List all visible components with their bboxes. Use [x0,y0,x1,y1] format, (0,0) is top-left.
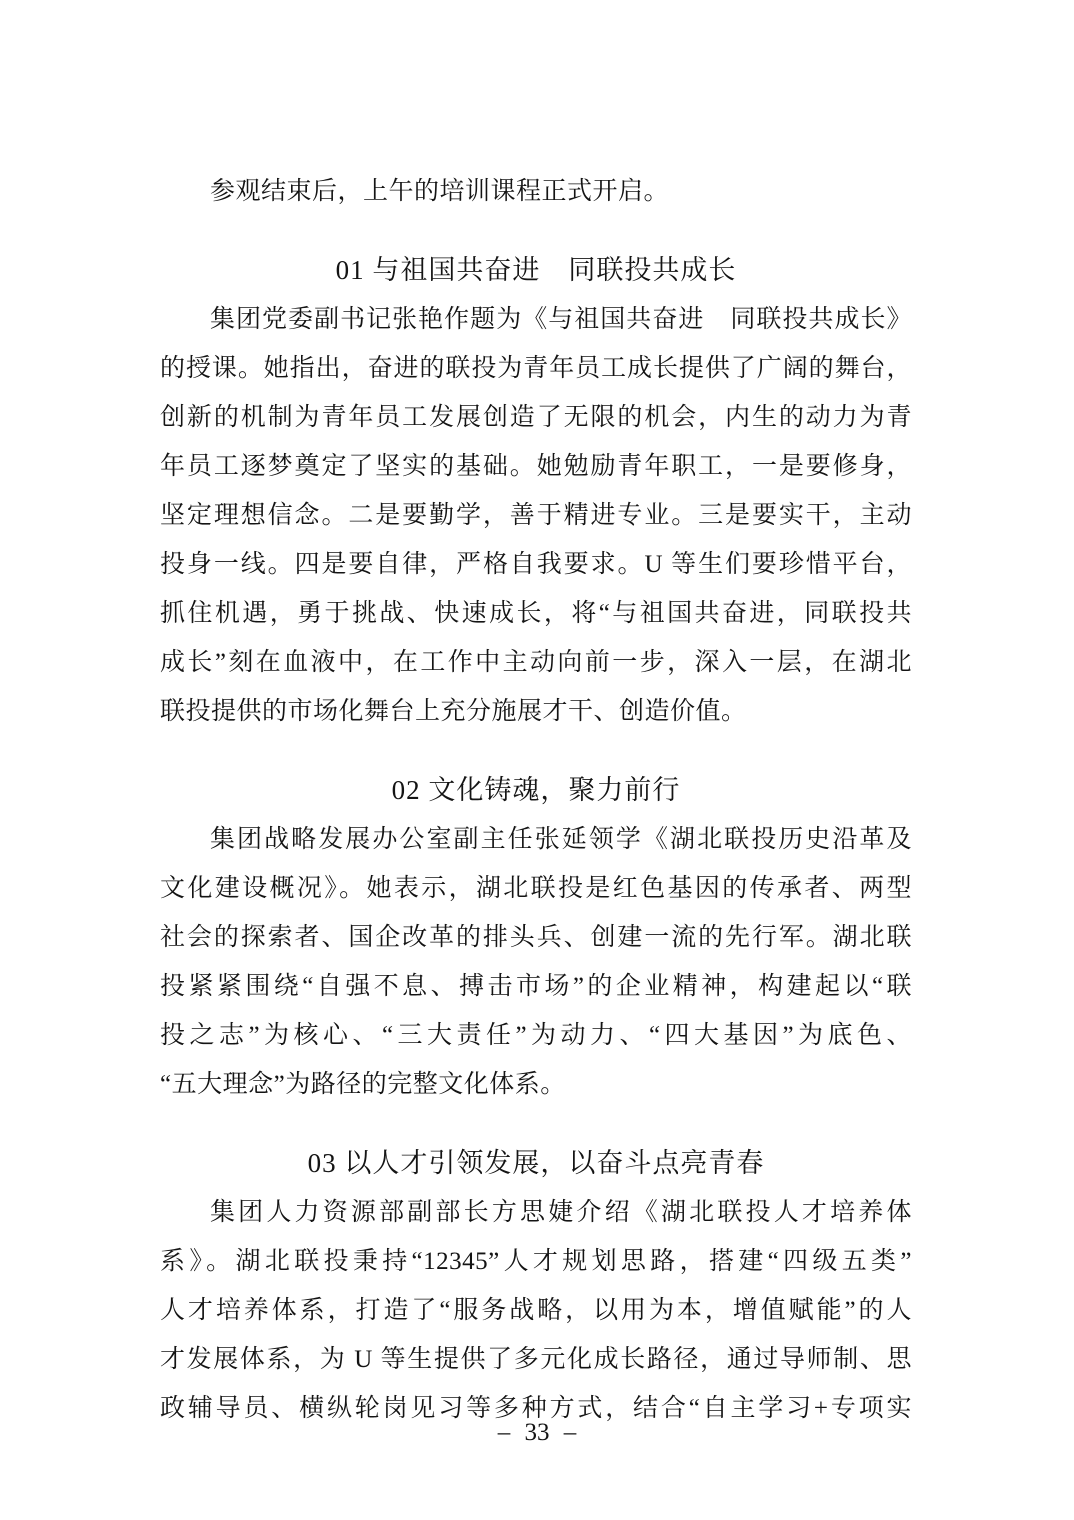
section-1-line-5: 坚定理想信念。二是要勤学，善于精进专业。三是要实干，主动 [160,502,912,529]
section-1-line-7: 抓住机遇，勇于挑战、快速成长，将“与祖国共奋进，同联投共 [160,600,912,627]
section-2-line-2: 文化建设概况》。她表示，湖北联投是红色基因的传承者、两型 [160,875,912,902]
section-2-heading: 02 文化铸魂，聚力前行 [391,775,681,805]
section-2-line-3: 社会的探索者、国企改革的排头兵、创建一流的先行军。湖北联 [160,924,912,951]
section-2-line-6: “五大理念”为路径的完整文化体系。 [160,1071,566,1098]
section-1-line-8: 成长”刻在血液中，在工作中主动向前一步，深入一层，在湖北 [160,649,912,676]
section-1-line-4: 年员工逐梦奠定了坚实的基础。她勉励青年职工，一是要修身， [160,453,912,480]
section-3-line-3: 人才培养体系，打造了“服务战略，以用为本，增值赋能”的人 [160,1297,912,1324]
intro-paragraph: 参观结束后，上午的培训课程正式开启。 [210,178,670,205]
section-3-line-1: 集团人力资源部副部长方思婕介绍《湖北联投人才培养体 [210,1199,912,1226]
section-2-line-4: 投紧紧围绕“自强不息、搏击市场”的企业精神，构建起以“联 [160,973,912,1000]
section-1-heading: 01 与祖国共奋进 同联投共成长 [335,255,737,285]
section-3-line-2: 系》。湖北联投秉持“12345”人才规划思路，搭建“四级五类” [160,1248,912,1275]
section-2-line-5: 投之志”为核心、“三大责任”为动力、“四大基因”为底色、 [160,1022,912,1049]
section-1-line-6: 投身一线。四是要自律，严格自我要求。U 等生们要珍惜平台， [160,551,912,578]
section-3-heading: 03 以人才引领发展，以奋斗点亮青春 [307,1148,765,1178]
section-1-line-3: 创新的机制为青年员工发展创造了无限的机会，内生的动力为青 [160,404,912,431]
page-number: – 33 – [497,1419,577,1446]
section-3-line-4: 才发展体系，为 U 等生提供了多元化成长路径，通过导师制、思 [160,1346,912,1373]
section-3-line-5: 政辅导员、横纵轮岗见习等多种方式，结合“自主学习+专项实 [160,1395,912,1422]
section-1-line-1: 集团党委副书记张艳作题为《与祖国共奋进 同联投共成长》 [210,306,912,333]
section-1-line-2: 的授课。她指出，奋进的联投为青年员工成长提供了广阔的舞台， [160,355,912,382]
section-1-line-9: 联投提供的市场化舞台上充分施展才干、创造价值。 [160,698,747,725]
section-2-line-1: 集团战略发展办公室副主任张延领学《湖北联投历史沿革及 [210,826,912,853]
